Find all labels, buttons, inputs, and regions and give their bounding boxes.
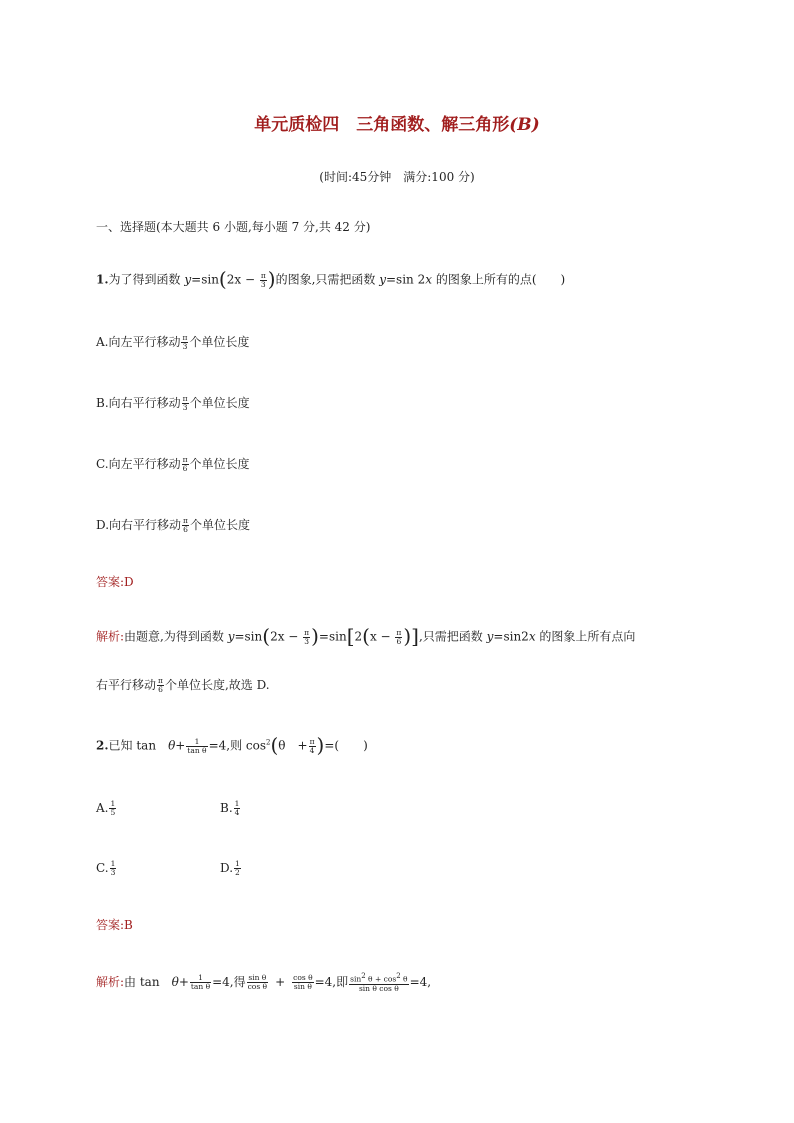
fraction: $\frac{\pi}{3}$	[260, 270, 266, 289]
analysis-1-line-2: 右平行移动 $\frac{\pi}{6}$ 个单位长度,故选 D.	[96, 676, 270, 694]
section-heading: 一、选择题(本大题共 6 小题,每小题 7 分,共 42 分)	[96, 220, 371, 234]
option-a[interactable]: A.向左平行移动 $\frac{\pi}{3}$ 个单位长度	[96, 333, 250, 351]
option-a[interactable]: A. $\frac{1}{5}$	[96, 799, 116, 817]
question-number: 1.	[96, 272, 109, 287]
title-suffix: (B)	[509, 115, 540, 135]
answer-2: 答案:B	[96, 918, 133, 932]
option-d[interactable]: D. $\frac{1}{2}$	[220, 859, 240, 877]
option-d[interactable]: D.向右平行移动 $\frac{\pi}{6}$ 个单位长度	[96, 516, 250, 534]
analysis-1: 解析:由题意,为得到函数 y=sin(2x − $\frac{\pi}{3}$ )=sin[2(x − $\frac{\pi}{6}$ )],只需把函数 y=sin2x 的图象上所有点向	[96, 624, 636, 648]
option-b[interactable]: B.向右平行移动 $\frac{\pi}{3}$ 个单位长度	[96, 394, 250, 412]
option-b[interactable]: B. $\frac{1}{4}$	[220, 799, 240, 817]
question-number: 2.	[96, 738, 109, 753]
question-1: 1.为了得到函数 y=sin(2x − $\frac{\pi}{3}$ )的图象,只需把函数 y=sin 2x 的图象上所有的点( )	[96, 267, 566, 291]
answer-1: 答案:D	[96, 575, 134, 589]
option-c[interactable]: C. $\frac{1}{3}$	[96, 859, 116, 877]
question-2: 2.已知 tan θ+ $\frac{1}{\text{tan θ}}$ =4,则 $\cos^2(\theta$ + $\frac{\pi}{4}$ )=( )	[96, 733, 368, 757]
time-info: (时间:45分钟 满分:100 分)	[319, 170, 475, 184]
analysis-2: 解析:由 tan θ+ $\frac{1}{\text{tan θ}}$ =4,得 $\frac{\text{sin θ}}{\text{cos θ}}$ + $\frac{\text{cos θ}}{\text{sin θ}}$ =4,即 $\frac{\sin^2 \theta + \cos^2 \theta}{\text{sin θ cos θ}}$ =4,	[96, 972, 432, 993]
option-c[interactable]: C.向左平行移动 $\frac{\pi}{6}$ 个单位长度	[96, 455, 250, 473]
page-title: 单元质检四 三角函数、解三角形(B)	[254, 115, 540, 135]
